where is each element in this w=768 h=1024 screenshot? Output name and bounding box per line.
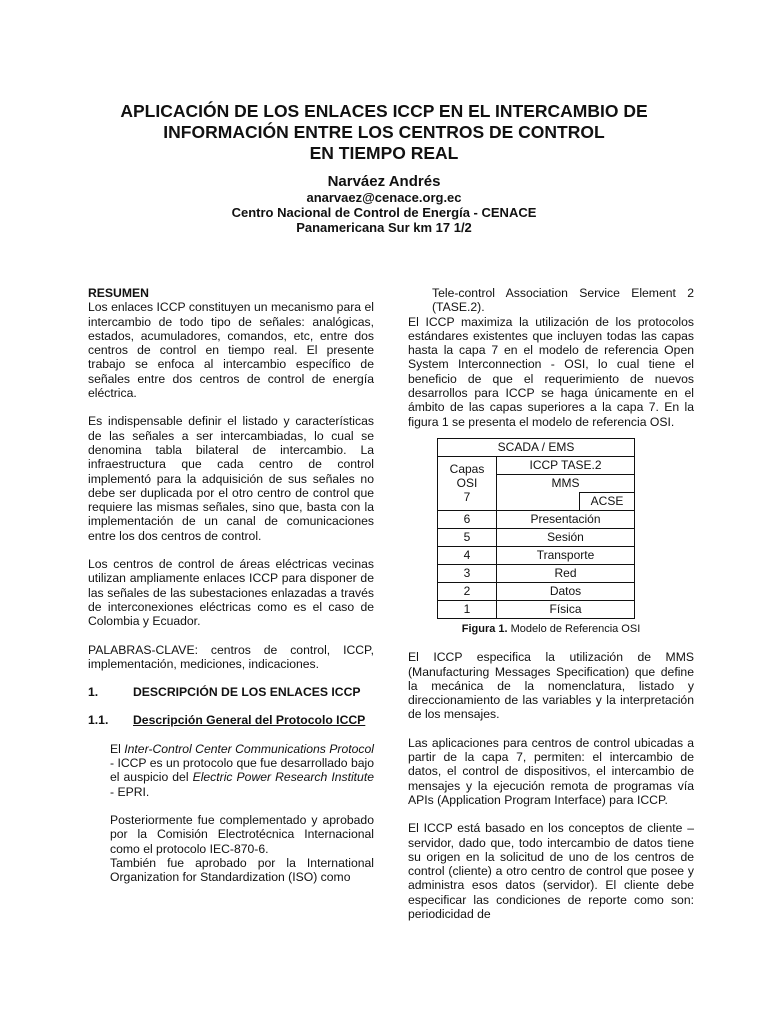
abstract-paragraph: Es indispensable definir el listado y características de las señales a ser intercambiadas, lo cual se denomina tabla bilateral de intercambio. La infraestructura que cada centro de control implementó para la adquisición de sus señales no debe ser duplicada por el otro centro de control que requiere las mismas señales, sino que, basta con la implementación de un canal de comunicaciones entre los dos centros de control. (88, 414, 374, 543)
title-line: INFORMACIÓN ENTRE LOS CENTROS DE CONTROL (163, 122, 605, 142)
osi-mms-extension (497, 492, 580, 510)
body-paragraph: El ICCP está basado en los conceptos de cliente – servidor, dado que, todo intercambio de datos tiene su origen en la solicitud de uno de los centros de control (cliente) a otro centro de control que posee y administra esos datos (servidor). El cliente debe especificar las condiciones de reporte como son: periodicidad de (408, 821, 694, 922)
address: Panamericana Sur km 17 1/2 (296, 220, 472, 235)
title-line: APLICACIÓN DE LOS ENLACES ICCP EN EL INTERCAMBIO DE (120, 101, 648, 121)
affiliation (0, 190, 768, 235)
body-paragraph: Tele-control Association Service Element 2 (TASE.2). (432, 286, 694, 315)
osi-layer-row: 5 Sesión (438, 528, 635, 546)
section-heading (88, 685, 374, 699)
osi-acse-cell: ACSE (580, 492, 635, 510)
left-column (88, 286, 374, 884)
abstract-paragraph: Los centros de control de áreas eléctricas vecinas utilizan ampliamente enlaces ICCP para disponer de las señales de las subestaciones enlazadas a través de interconexiones eléctricas como es el caso de Colombia y Ecuador. (88, 557, 374, 629)
body-paragraph: Las aplicaciones para centros de control ubicadas a partir de la capa 7, permiten: el intercambio de datos, el control de dispositivos, el intercambio de mensajes y la ejecución remota de programas vía APIs (Application Program Interface) para ICCP. (408, 735, 694, 807)
resumen-heading: RESUMEN (88, 286, 149, 300)
abstract-paragraph: Los enlaces ICCP constituyen un mecanismo para el intercambio de todo tipo de señales: analógicas, estados, acumuladores, comandos, etc, entre dos centros de control en tiempo real. El presente trabajo se enfoca al intercambio específico de señales entre dos centros de control de energía eléctrica. (88, 300, 374, 401)
author-email: anarvaez@cenace.org.ec (306, 190, 462, 205)
institution: Centro Nacional de Control de Energía - CENACE (231, 205, 537, 220)
author-name: Narváez Andrés (327, 173, 441, 190)
body-paragraph: Posteriormente fue complementado y aprobado por la Comisión Electrotécnica Internacional como el protocolo IEC-870-6. (110, 812, 374, 856)
subsection-title: Descripción General del Protocolo ICCP (133, 713, 366, 728)
osi-layer-row: 1 Física (438, 600, 635, 618)
right-column (408, 286, 694, 921)
subsection-heading (88, 713, 374, 727)
osi-layer-row: 6 Presentación (438, 510, 635, 528)
title-line: EN TIEMPO REAL (309, 143, 459, 163)
body-paragraph: El Inter-Control Center Communications Protocol - ICCP es un protocolo que fue desarrollado bajo el auspicio del Electric Power Research Institute - EPRI. (110, 741, 375, 799)
figure-caption: Figura 1. Modelo de Referencia OSI (461, 622, 641, 635)
body-paragraph: También fue aprobado por la International Organization for Standardization (ISO) como (110, 855, 374, 885)
keywords: PALABRAS-CLAVE: centros de control, ICCP, implementación, mediciones, indicaciones. (88, 642, 374, 671)
section-number: 1. (88, 685, 99, 700)
osi-layer-row: 3 Red (438, 564, 635, 582)
osi-layer-row: 4 Transporte (438, 546, 635, 564)
body-paragraph: El ICCP especifica la utilización de MMS (Manufacturing Messages Specification) que define la mecánica de la nomenclatura, listado y direccionamiento de las variables y la interpretación de los mensajes. (408, 650, 694, 722)
osi-mms-row: MMS (497, 474, 635, 492)
body-paragraph: El ICCP maximiza la utilización de los protocolos estándares existentes que incluyen todas las capas hasta la capa 7 en el modelo de referencia Open System Interconnection - OSI, lo cual tiene el beneficio de que el requerimiento de nuevos desarrollos para ICCP se haga únicamente en el ámbito de las capas superiores a la capa 7. En la figura 1 se presenta el modelo de referencia OSI. (408, 314, 694, 429)
osi-layer-row: 2 Datos (438, 582, 635, 600)
paper-title (0, 101, 768, 164)
subsection-number: 1.1. (88, 713, 109, 728)
osi-capas-cell: Capas OSI 7 (438, 456, 497, 510)
osi-top-row: SCADA / EMS (438, 438, 635, 456)
osi-iccp-row: ICCP TASE.2 (497, 456, 635, 474)
osi-model-figure (437, 438, 635, 619)
section-title: DESCRIPCIÓN DE LOS ENLACES ICCP (133, 685, 361, 700)
